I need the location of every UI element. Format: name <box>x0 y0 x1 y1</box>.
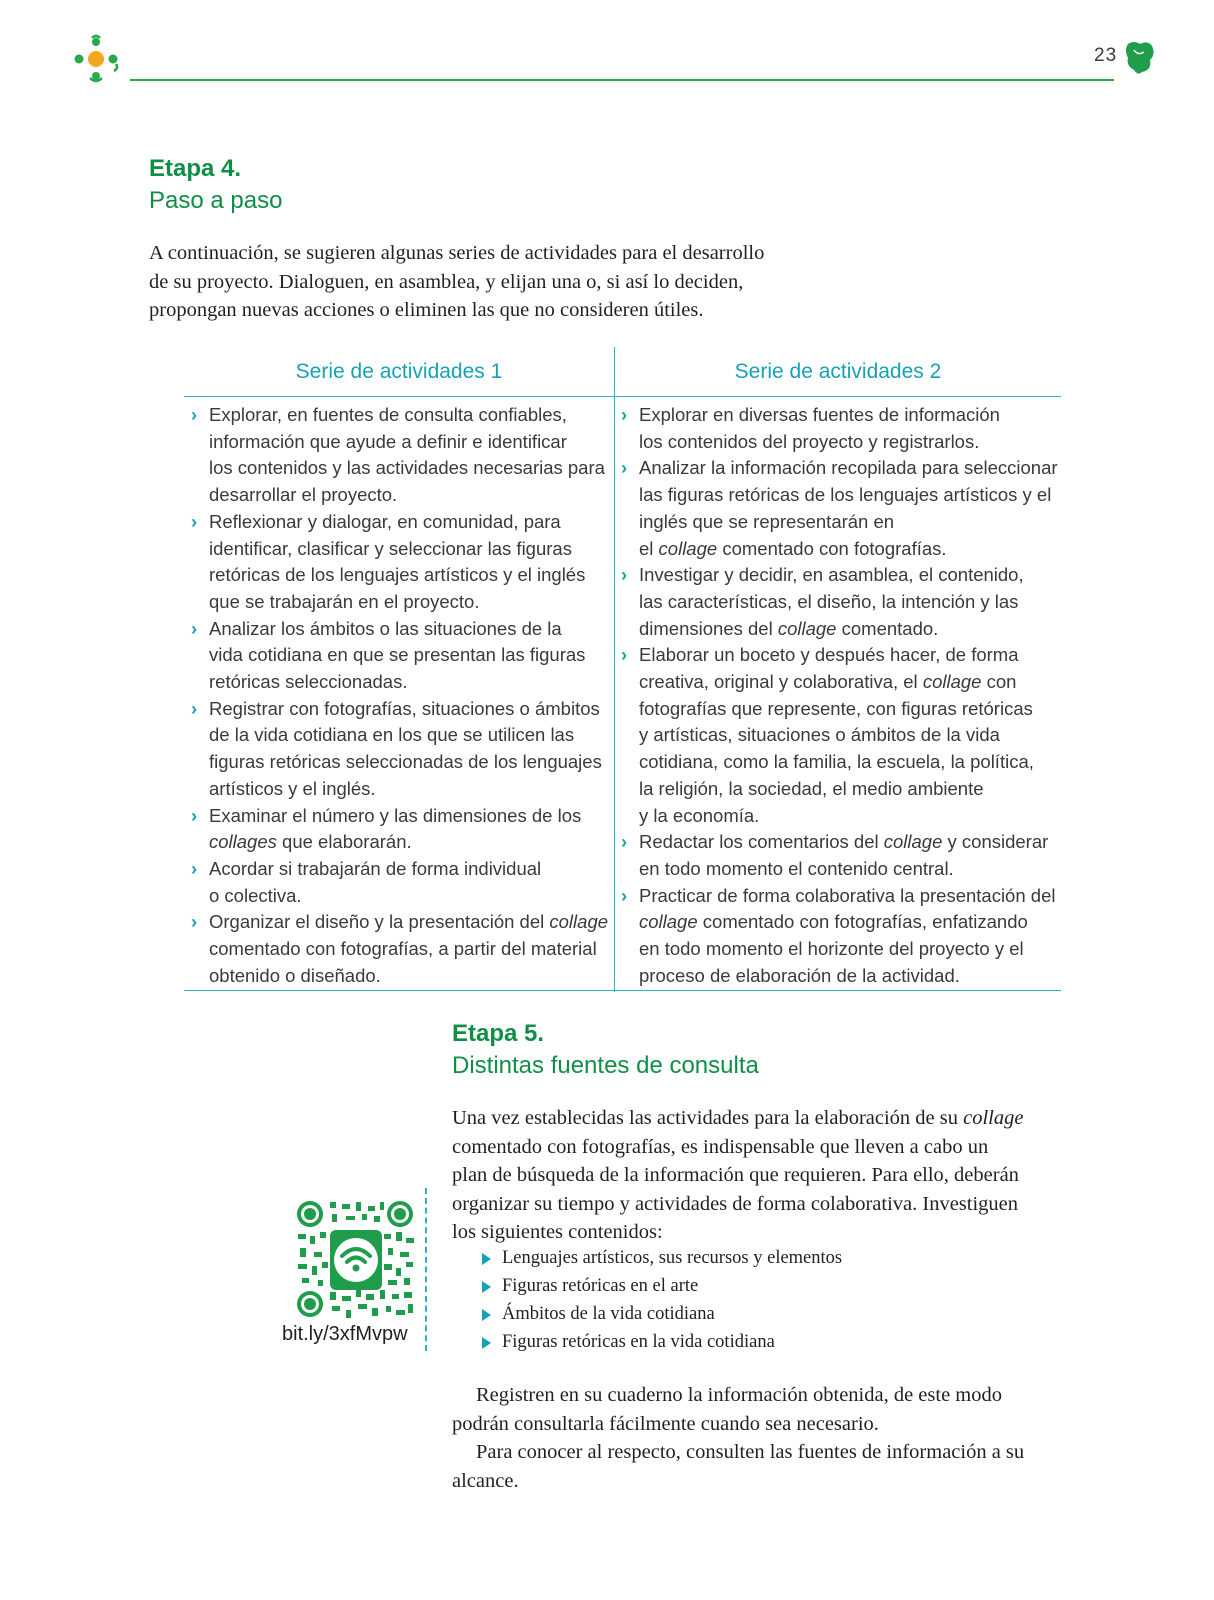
triangle-bullet-icon <box>482 1281 491 1293</box>
qr-url[interactable]: bit.ly/3xfMvpw <box>282 1323 408 1345</box>
intro-line: de su proyecto. Dialoguen, en asamblea, y elijan una o, si así lo deciden, <box>149 270 744 293</box>
series1-item: › Analizar los ámbitos o las situaciones de la vida cotidiana en que se presentan las figuras retóricas seleccionadas. <box>185 616 613 696</box>
green-splash-icon <box>1124 40 1156 76</box>
flower-logo-icon <box>72 34 124 84</box>
series1-item: › Reflexionar y dialogar, en comunidad, para identificar, clasificar y seleccionar las figuras retóricas de los lenguajes artísticos y el inglés que se trabajarán en el proyecto. <box>185 509 613 616</box>
closing-paragraph-1 <box>452 1381 1102 1438</box>
topics-list <box>478 1244 1038 1356</box>
topic-item: Ámbitos de la vida cotidiana <box>478 1300 1038 1328</box>
stage4-intro <box>149 239 849 325</box>
series2-item: › Elaborar un boceto y después hacer, de forma creativa, original y colaborativa, el collage con fotografías que represente, con figuras retóricas y artísticas, situaciones o ámbitos de la vida cotidiana, como la familia, la escuela, la política, la religión, la sociedad, el medio ambiente y la economía. <box>615 642 1061 829</box>
topic-item: Lenguajes artísticos, sus recursos y elementos <box>478 1244 1038 1272</box>
intro-line: Una vez establecidas las actividades para la elaboración de su collage <box>452 1107 1024 1129</box>
intro-line: A continuación, se sugieren algunas series de actividades para el desarrollo <box>149 242 765 264</box>
table-bottom-rule <box>184 990 1061 991</box>
stage4-number: Etapa 4. <box>149 155 242 182</box>
header-rule <box>130 79 1114 81</box>
stage5-intro <box>452 1104 1102 1247</box>
page-number: 23 <box>1094 45 1118 66</box>
closing-line: podrán consultarla fácilmente cuando sea necesario. <box>452 1412 879 1435</box>
series1-item: › Registrar con fotografías, situaciones o ámbitos de la vida cotidiana en los que se utilicen las figuras retóricas seleccionadas de los lenguajes artísticos y el inglés. <box>185 696 613 803</box>
intro-line: propongan nuevas acciones o eliminen las que no consideren útiles. <box>149 299 704 321</box>
qr-dashed-divider <box>425 1188 427 1351</box>
series2-item: › Practicar de forma colaborativa la presentación del collage comentado con fotografías, enfatizando en todo momento el horizonte del proyecto y el proceso de elaboración de la actividad. <box>615 883 1061 990</box>
series1-list <box>185 402 613 989</box>
series2-item: › Redactar los comentarios del collage y considerar en todo momento el contenido central. <box>615 829 1061 882</box>
stage5-number: Etapa 5. <box>452 1020 545 1047</box>
qr-code-icon[interactable] <box>296 1200 416 1320</box>
closing-line: alcance. <box>452 1469 519 1492</box>
closing-line: Para conocer al respecto, consulten las fuentes de información a su <box>476 1441 1025 1463</box>
intro-line: los siguientes contenidos: <box>452 1221 663 1243</box>
triangle-bullet-icon <box>482 1309 491 1321</box>
intro-line: organizar su tiempo y actividades de forma colaborativa. Investiguen <box>452 1192 1019 1215</box>
series2-item: › Investigar y decidir, en asamblea, el contenido, las características, el diseño, la intención y las dimensiones del collage comentado. <box>615 562 1061 642</box>
series1-item: › Acordar si trabajarán de forma individual o colectiva. <box>185 856 613 909</box>
closing-line: Registren en su cuaderno la información obtenida, de este modo <box>476 1384 1003 1406</box>
closing-paragraph-2 <box>452 1438 1102 1495</box>
series1-item: › Explorar, en fuentes de consulta confiables, información que ayude a definir e identificar los contenidos y las actividades necesarias para desarrollar el proyecto. <box>185 402 613 509</box>
stage4-title: Paso a paso <box>149 187 283 214</box>
series1-title: Serie de actividades 1 <box>295 360 503 383</box>
triangle-bullet-icon <box>482 1253 491 1265</box>
topic-item: Figuras retóricas en la vida cotidiana <box>478 1328 1038 1356</box>
topic-item: Figuras retóricas en el arte <box>478 1272 1038 1300</box>
stage5-title: Distintas fuentes de consulta <box>452 1052 759 1079</box>
series2-item: › Explorar en diversas fuentes de información los contenidos del proyecto y registrarlos. <box>615 402 1061 455</box>
series2-item: › Analizar la información recopilada para seleccionar las figuras retóricas de los lenguajes artísticos y el inglés que se representarán en el collage comentado con fotografías. <box>615 455 1061 562</box>
triangle-bullet-icon <box>482 1337 491 1349</box>
series2-title: Serie de actividades 2 <box>734 360 942 383</box>
series2-list <box>615 402 1061 989</box>
series1-item: › Examinar el número y las dimensiones de los collages que elaborarán. <box>185 803 613 856</box>
table-header-rule <box>184 396 1061 397</box>
intro-line: comentado con fotografías, es indispensable que lleven a cabo un <box>452 1135 989 1158</box>
intro-line: plan de búsqueda de la información que requieren. Para ello, deberán <box>452 1164 1019 1186</box>
series1-item: › Organizar el diseño y la presentación del collage comentado con fotografías, a partir del material obtenido o diseñado. <box>185 909 613 989</box>
